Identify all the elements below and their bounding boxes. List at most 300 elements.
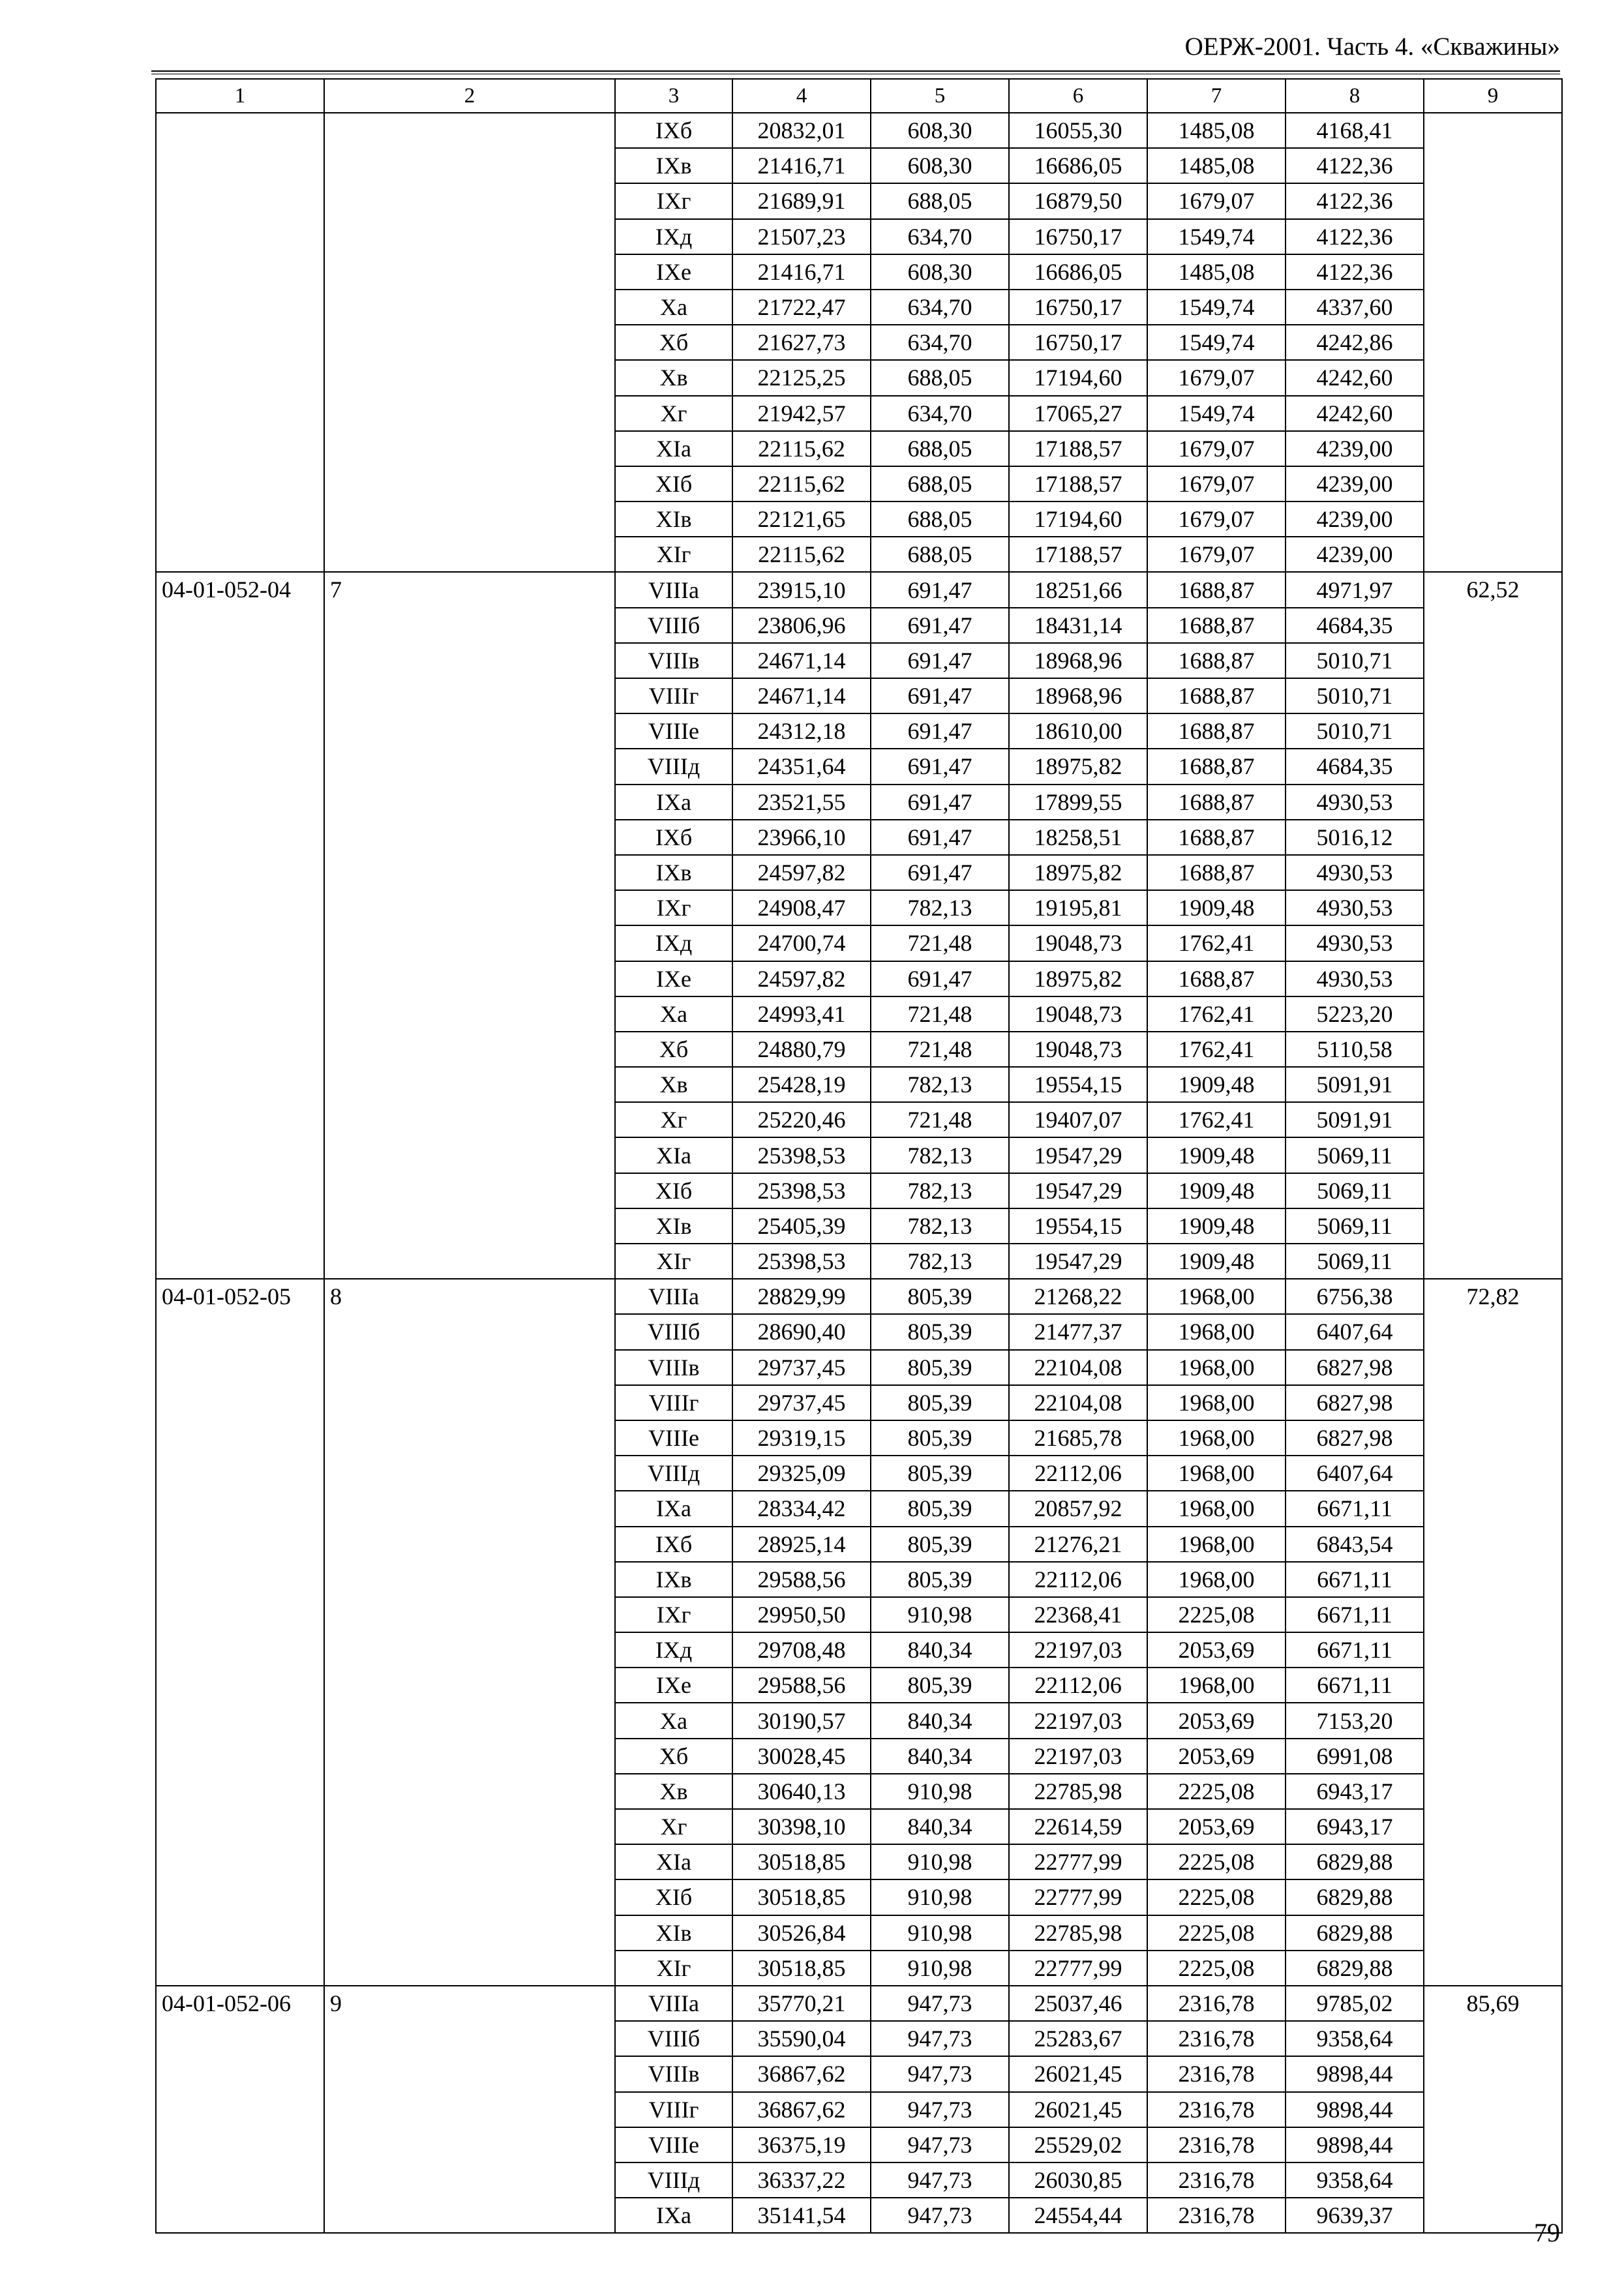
value-cell: 688,05	[871, 466, 1009, 501]
group-value: 72,82	[1424, 1279, 1562, 1986]
value-cell: 24597,82	[732, 961, 871, 996]
category-cell: Xб	[615, 1032, 732, 1067]
value-cell: 6671,11	[1286, 1491, 1424, 1526]
category-cell: XIв	[615, 1915, 732, 1951]
value-cell: 9785,02	[1286, 1986, 1424, 2021]
value-cell: 25529,02	[1009, 2127, 1147, 2162]
category-cell: IXе	[615, 1668, 732, 1703]
value-cell: 30398,10	[732, 1809, 871, 1844]
value-cell: 782,13	[871, 1244, 1009, 1279]
value-cell: 1909,48	[1147, 890, 1286, 925]
value-cell: 947,73	[871, 2198, 1009, 2233]
value-cell: 16750,17	[1009, 325, 1147, 360]
category-cell: IXв	[615, 148, 732, 183]
value-cell: 6671,11	[1286, 1597, 1424, 1632]
value-cell: 782,13	[871, 1067, 1009, 1102]
value-cell: 4239,00	[1286, 537, 1424, 572]
value-cell: 26021,45	[1009, 2056, 1147, 2091]
value-cell: 35141,54	[732, 2198, 871, 2233]
category-cell: IXб	[615, 1527, 732, 1562]
value-cell: 634,70	[871, 325, 1009, 360]
category-cell: IXа	[615, 1491, 732, 1526]
value-cell: 840,34	[871, 1632, 1009, 1668]
value-cell: 1679,07	[1147, 360, 1286, 395]
value-cell: 1679,07	[1147, 466, 1286, 501]
value-cell: 5091,91	[1286, 1102, 1424, 1137]
value-cell: 19195,81	[1009, 890, 1147, 925]
value-cell: 6671,11	[1286, 1562, 1424, 1597]
value-cell: 6829,88	[1286, 1915, 1424, 1951]
value-cell: 1968,00	[1147, 1491, 1286, 1526]
value-cell: 16686,05	[1009, 254, 1147, 290]
category-cell: IXв	[615, 855, 732, 890]
value-cell: 691,47	[871, 572, 1009, 607]
category-cell: XIа	[615, 1844, 732, 1879]
value-cell: 782,13	[871, 1173, 1009, 1208]
value-cell: 5069,11	[1286, 1244, 1424, 1279]
value-cell: 5016,12	[1286, 820, 1424, 855]
column-number: 7	[1147, 79, 1286, 113]
group-value	[1424, 113, 1562, 572]
rate-code	[156, 113, 324, 572]
value-cell: 691,47	[871, 713, 1009, 749]
value-cell: 22104,08	[1009, 1350, 1147, 1385]
value-cell: 29319,15	[732, 1420, 871, 1456]
value-cell: 22777,99	[1009, 1951, 1147, 1986]
value-cell: 22112,06	[1009, 1668, 1147, 1703]
value-cell: 1688,87	[1147, 820, 1286, 855]
value-cell: 1968,00	[1147, 1668, 1286, 1703]
value-cell: 1485,08	[1147, 254, 1286, 290]
category-cell: XIб	[615, 1173, 732, 1208]
value-cell: 18975,82	[1009, 961, 1147, 996]
value-cell: 21942,57	[732, 396, 871, 431]
value-cell: 6829,88	[1286, 1951, 1424, 1986]
value-cell: 4239,00	[1286, 431, 1424, 466]
value-cell: 688,05	[871, 360, 1009, 395]
value-cell: 4239,00	[1286, 466, 1424, 501]
category-cell: XIа	[615, 431, 732, 466]
header-rule	[151, 70, 1560, 74]
value-cell: 36375,19	[732, 2127, 871, 2162]
category-cell: Xб	[615, 1739, 732, 1774]
value-cell: 1688,87	[1147, 961, 1286, 996]
value-cell: 1762,41	[1147, 1102, 1286, 1137]
value-cell: 22115,62	[732, 466, 871, 501]
category-cell: VIIIб	[615, 2021, 732, 2056]
value-cell: 2316,78	[1147, 2056, 1286, 2091]
value-cell: 22121,65	[732, 501, 871, 537]
value-cell: 22115,62	[732, 537, 871, 572]
category-cell: VIIIа	[615, 1986, 732, 2021]
value-cell: 691,47	[871, 678, 1009, 713]
value-cell: 28829,99	[732, 1279, 871, 1314]
category-cell: IXд	[615, 219, 732, 254]
value-cell: 24554,44	[1009, 2198, 1147, 2233]
value-cell: 28925,14	[732, 1527, 871, 1562]
value-cell: 1762,41	[1147, 996, 1286, 1032]
value-cell: 1909,48	[1147, 1173, 1286, 1208]
value-cell: 9358,64	[1286, 2162, 1424, 2198]
value-cell: 19048,73	[1009, 925, 1147, 961]
value-cell: 6827,98	[1286, 1385, 1424, 1420]
value-cell: 4122,36	[1286, 183, 1424, 218]
value-cell: 16879,50	[1009, 183, 1147, 218]
value-cell: 30518,85	[732, 1951, 871, 1986]
category-cell: VIIIе	[615, 1420, 732, 1456]
value-cell: 2316,78	[1147, 2021, 1286, 2056]
value-cell: 23806,96	[732, 608, 871, 643]
value-cell: 840,34	[871, 1703, 1009, 1738]
value-cell: 18968,96	[1009, 643, 1147, 678]
value-cell: 721,48	[871, 1032, 1009, 1067]
category-cell: IXг	[615, 183, 732, 218]
category-cell: IXг	[615, 1597, 732, 1632]
value-cell: 9898,44	[1286, 2092, 1424, 2127]
value-cell: 1968,00	[1147, 1350, 1286, 1385]
category-cell: Xа	[615, 996, 732, 1032]
value-cell: 6843,54	[1286, 1527, 1424, 1562]
rates-table	[155, 78, 1563, 2234]
value-cell: 4122,36	[1286, 254, 1424, 290]
value-cell: 608,30	[871, 148, 1009, 183]
value-cell: 1688,87	[1147, 608, 1286, 643]
value-cell: 691,47	[871, 608, 1009, 643]
category-cell: XIб	[615, 466, 732, 501]
value-cell: 9898,44	[1286, 2056, 1424, 2091]
value-cell: 7153,20	[1286, 1703, 1424, 1738]
value-cell: 24351,64	[732, 749, 871, 784]
value-cell: 1909,48	[1147, 1137, 1286, 1173]
value-cell: 1968,00	[1147, 1385, 1286, 1420]
running-title: ОЕРЖ-2001. Часть 4. «Скважины»	[1184, 33, 1560, 61]
value-cell: 1688,87	[1147, 749, 1286, 784]
value-cell: 19547,29	[1009, 1244, 1147, 1279]
category-cell: IXе	[615, 254, 732, 290]
value-cell: 18251,66	[1009, 572, 1147, 607]
value-cell: 947,73	[871, 2056, 1009, 2091]
value-cell: 17188,57	[1009, 537, 1147, 572]
rate-number: 9	[324, 1986, 615, 2233]
value-cell: 21416,71	[732, 148, 871, 183]
value-cell: 24671,14	[732, 678, 871, 713]
category-cell: VIIIв	[615, 1350, 732, 1385]
value-cell: 19048,73	[1009, 996, 1147, 1032]
value-cell: 25428,19	[732, 1067, 871, 1102]
page-number: 79	[1534, 2218, 1560, 2247]
category-cell: Xв	[615, 360, 732, 395]
value-cell: 16055,30	[1009, 113, 1147, 148]
value-cell: 23521,55	[732, 785, 871, 820]
value-cell: 691,47	[871, 855, 1009, 890]
value-cell: 1679,07	[1147, 501, 1286, 537]
value-cell: 29708,48	[732, 1632, 871, 1668]
value-cell: 910,98	[871, 1597, 1009, 1632]
value-cell: 19547,29	[1009, 1137, 1147, 1173]
value-cell: 22112,06	[1009, 1562, 1147, 1597]
value-cell: 634,70	[871, 219, 1009, 254]
category-cell: IXв	[615, 1562, 732, 1597]
value-cell: 19547,29	[1009, 1173, 1147, 1208]
value-cell: 23915,10	[732, 572, 871, 607]
value-cell: 36867,62	[732, 2056, 871, 2091]
value-cell: 805,39	[871, 1491, 1009, 1526]
category-cell: IXд	[615, 1632, 732, 1668]
value-cell: 25220,46	[732, 1102, 871, 1137]
value-cell: 691,47	[871, 643, 1009, 678]
category-cell: XIг	[615, 1244, 732, 1279]
value-cell: 4122,36	[1286, 148, 1424, 183]
value-cell: 1485,08	[1147, 148, 1286, 183]
value-cell: 24671,14	[732, 643, 871, 678]
value-cell: 30518,85	[732, 1844, 871, 1879]
value-cell: 5069,11	[1286, 1173, 1424, 1208]
value-cell: 36337,22	[732, 2162, 871, 2198]
rate-number	[324, 113, 615, 572]
value-cell: 5110,58	[1286, 1032, 1424, 1067]
value-cell: 18968,96	[1009, 678, 1147, 713]
category-cell: VIIIб	[615, 1314, 732, 1349]
group-value: 85,69	[1424, 1986, 1562, 2233]
value-cell: 29950,50	[732, 1597, 871, 1632]
rate-code: 04-01-052-06	[156, 1986, 324, 2233]
value-cell: 17194,60	[1009, 360, 1147, 395]
category-cell: VIIIг	[615, 678, 732, 713]
column-number: 3	[615, 79, 732, 113]
category-cell: IXб	[615, 113, 732, 148]
value-cell: 30526,84	[732, 1915, 871, 1951]
value-cell: 18975,82	[1009, 855, 1147, 890]
value-cell: 17899,55	[1009, 785, 1147, 820]
value-cell: 4168,41	[1286, 113, 1424, 148]
column-number: 4	[732, 79, 871, 113]
value-cell: 22197,03	[1009, 1739, 1147, 1774]
value-cell: 1968,00	[1147, 1420, 1286, 1456]
category-cell: VIIIа	[615, 572, 732, 607]
value-cell: 21722,47	[732, 290, 871, 325]
category-cell: VIIIг	[615, 2092, 732, 2127]
value-cell: 22777,99	[1009, 1844, 1147, 1879]
column-number: 9	[1424, 79, 1562, 113]
value-cell: 805,39	[871, 1420, 1009, 1456]
value-cell: 1549,74	[1147, 290, 1286, 325]
value-cell: 4930,53	[1286, 890, 1424, 925]
category-cell: VIIIв	[615, 643, 732, 678]
category-cell: VIIIб	[615, 608, 732, 643]
value-cell: 5010,71	[1286, 678, 1424, 713]
value-cell: 805,39	[871, 1562, 1009, 1597]
rate-code: 04-01-052-04	[156, 572, 324, 1279]
value-cell: 4122,36	[1286, 219, 1424, 254]
value-cell: 6829,88	[1286, 1879, 1424, 1915]
value-cell: 26030,85	[1009, 2162, 1147, 2198]
value-cell: 2316,78	[1147, 2092, 1286, 2127]
value-cell: 2225,08	[1147, 1774, 1286, 1809]
value-cell: 4930,53	[1286, 925, 1424, 961]
value-cell: 29588,56	[732, 1668, 871, 1703]
value-cell: 18975,82	[1009, 749, 1147, 784]
value-cell: 1968,00	[1147, 1314, 1286, 1349]
value-cell: 910,98	[871, 1844, 1009, 1879]
value-cell: 6756,38	[1286, 1279, 1424, 1314]
value-cell: 6827,98	[1286, 1350, 1424, 1385]
value-cell: 691,47	[871, 820, 1009, 855]
value-cell: 30640,13	[732, 1774, 871, 1809]
value-cell: 805,39	[871, 1527, 1009, 1562]
value-cell: 21276,21	[1009, 1527, 1147, 1562]
value-cell: 4242,60	[1286, 396, 1424, 431]
category-cell: XIв	[615, 1208, 732, 1244]
value-cell: 1909,48	[1147, 1244, 1286, 1279]
value-cell: 1968,00	[1147, 1562, 1286, 1597]
table-row	[156, 113, 1562, 148]
value-cell: 22115,62	[732, 431, 871, 466]
category-cell: VIIIд	[615, 749, 732, 784]
value-cell: 6407,64	[1286, 1314, 1424, 1349]
value-cell: 25398,53	[732, 1244, 871, 1279]
value-cell: 26021,45	[1009, 2092, 1147, 2127]
value-cell: 30190,57	[732, 1703, 871, 1738]
value-cell: 19554,15	[1009, 1067, 1147, 1102]
value-cell: 2316,78	[1147, 2198, 1286, 2233]
category-cell: IXе	[615, 961, 732, 996]
value-cell: 5069,11	[1286, 1137, 1424, 1173]
value-cell: 2225,08	[1147, 1915, 1286, 1951]
value-cell: 1688,87	[1147, 713, 1286, 749]
value-cell: 35590,04	[732, 2021, 871, 2056]
category-cell: IXг	[615, 890, 732, 925]
value-cell: 2225,08	[1147, 1879, 1286, 1915]
value-cell: 25398,53	[732, 1173, 871, 1208]
value-cell: 805,39	[871, 1668, 1009, 1703]
value-cell: 9898,44	[1286, 2127, 1424, 2162]
value-cell: 721,48	[871, 925, 1009, 961]
value-cell: 16686,05	[1009, 148, 1147, 183]
value-cell: 840,34	[871, 1739, 1009, 1774]
value-cell: 634,70	[871, 290, 1009, 325]
value-cell: 1762,41	[1147, 1032, 1286, 1067]
value-cell: 25398,53	[732, 1137, 871, 1173]
value-cell: 21416,71	[732, 254, 871, 290]
value-cell: 6671,11	[1286, 1668, 1424, 1703]
value-cell: 35770,21	[732, 1986, 871, 2021]
value-cell: 30518,85	[732, 1879, 871, 1915]
value-cell: 29588,56	[732, 1562, 871, 1597]
category-cell: VIIIв	[615, 2056, 732, 2091]
value-cell: 1549,74	[1147, 325, 1286, 360]
value-cell: 24993,41	[732, 996, 871, 1032]
column-number: 1	[156, 79, 324, 113]
value-cell: 910,98	[871, 1915, 1009, 1951]
value-cell: 4242,86	[1286, 325, 1424, 360]
value-cell: 4930,53	[1286, 855, 1424, 890]
value-cell: 2053,69	[1147, 1703, 1286, 1738]
value-cell: 28690,40	[732, 1314, 871, 1349]
value-cell: 21689,91	[732, 183, 871, 218]
column-number: 5	[871, 79, 1009, 113]
value-cell: 1909,48	[1147, 1208, 1286, 1244]
value-cell: 29325,09	[732, 1456, 871, 1491]
value-cell: 28334,42	[732, 1491, 871, 1526]
value-cell: 22104,08	[1009, 1385, 1147, 1420]
value-cell: 1485,08	[1147, 113, 1286, 148]
category-cell: XIг	[615, 537, 732, 572]
value-cell: 19407,07	[1009, 1102, 1147, 1137]
value-cell: 21685,78	[1009, 1420, 1147, 1456]
value-cell: 6943,17	[1286, 1809, 1424, 1844]
value-cell: 721,48	[871, 1102, 1009, 1137]
category-cell: IXд	[615, 925, 732, 961]
category-cell: IXб	[615, 820, 732, 855]
value-cell: 1679,07	[1147, 431, 1286, 466]
table-row	[156, 572, 1562, 607]
column-number: 8	[1286, 79, 1424, 113]
value-cell: 6827,98	[1286, 1420, 1424, 1456]
value-cell: 24908,47	[732, 890, 871, 925]
value-cell: 21507,23	[732, 219, 871, 254]
category-cell: XIв	[615, 501, 732, 537]
value-cell: 4684,35	[1286, 608, 1424, 643]
category-cell: XIб	[615, 1879, 732, 1915]
value-cell: 18431,14	[1009, 608, 1147, 643]
value-cell: 21268,22	[1009, 1279, 1147, 1314]
value-cell: 805,39	[871, 1314, 1009, 1349]
value-cell: 6829,88	[1286, 1844, 1424, 1879]
value-cell: 25283,67	[1009, 2021, 1147, 2056]
value-cell: 947,73	[871, 2092, 1009, 2127]
value-cell: 691,47	[871, 785, 1009, 820]
category-cell: VIIIе	[615, 713, 732, 749]
value-cell: 1968,00	[1147, 1279, 1286, 1314]
column-number: 6	[1009, 79, 1147, 113]
value-cell: 25037,46	[1009, 1986, 1147, 2021]
value-cell: 6991,08	[1286, 1739, 1424, 1774]
value-cell: 1688,87	[1147, 855, 1286, 890]
value-cell: 22777,99	[1009, 1879, 1147, 1915]
value-cell: 29737,45	[732, 1385, 871, 1420]
value-cell: 1688,87	[1147, 785, 1286, 820]
value-cell: 24700,74	[732, 925, 871, 961]
value-cell: 19554,15	[1009, 1208, 1147, 1244]
value-cell: 1909,48	[1147, 1067, 1286, 1102]
value-cell: 22197,03	[1009, 1703, 1147, 1738]
category-cell: VIIIа	[615, 1279, 732, 1314]
category-cell: Xа	[615, 290, 732, 325]
category-cell: VIIIд	[615, 1456, 732, 1491]
value-cell: 805,39	[871, 1456, 1009, 1491]
value-cell: 608,30	[871, 113, 1009, 148]
value-cell: 2316,78	[1147, 2127, 1286, 2162]
value-cell: 947,73	[871, 2127, 1009, 2162]
column-number: 2	[324, 79, 615, 113]
category-cell: Xг	[615, 396, 732, 431]
value-cell: 2316,78	[1147, 1986, 1286, 2021]
value-cell: 17188,57	[1009, 431, 1147, 466]
value-cell: 1688,87	[1147, 572, 1286, 607]
value-cell: 608,30	[871, 254, 1009, 290]
value-cell: 20857,92	[1009, 1491, 1147, 1526]
value-cell: 22197,03	[1009, 1632, 1147, 1668]
category-cell: XIа	[615, 1137, 732, 1173]
value-cell: 2053,69	[1147, 1739, 1286, 1774]
group-value: 62,52	[1424, 572, 1562, 1279]
value-cell: 4337,60	[1286, 290, 1424, 325]
value-cell: 20832,01	[732, 113, 871, 148]
category-cell: VIIIг	[615, 1385, 732, 1420]
category-cell: Xг	[615, 1102, 732, 1137]
value-cell: 782,13	[871, 890, 1009, 925]
value-cell: 16750,17	[1009, 290, 1147, 325]
